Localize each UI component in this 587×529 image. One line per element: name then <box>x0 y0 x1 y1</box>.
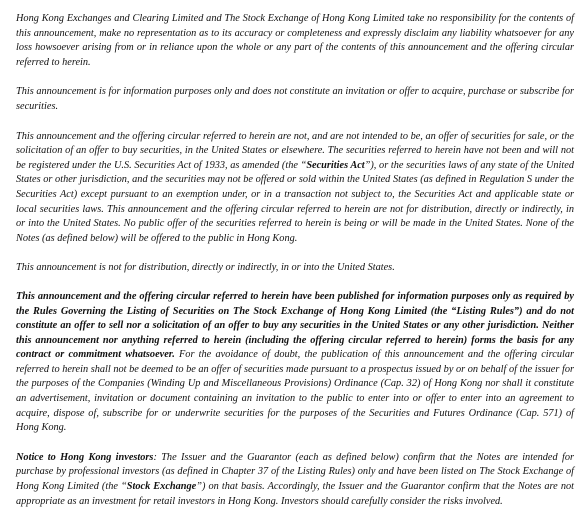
securities-act-defined-term: Securities Act <box>306 159 365 171</box>
listing-rules-normal-text: For the avoidance of doubt, the publication of this announcement and the offering circular referred to herein shall not be deemed to be an offer of securities made pursuant to a prospectus issued by or on behalf of the issuer for the purposes of the Companies (Winding Up and Miscellaneous Provisions) Ordinance (Cap. 32) of Hong Kong nor shall it constitute an advertisement, invitation or document containing an invitation to the public to enter into or offer to enter into an agreement to acquire, dispose of, subscribe for or underwrite securities for the purposes of the Securities and Futures Ordinance (Cap. 571) of Hong Kong. <box>16 349 574 434</box>
information-purpose-paragraph <box>16 85 574 114</box>
stock-exchange-defined-term: Stock Exchange <box>126 481 197 493</box>
announcement-document <box>16 12 574 509</box>
us-securities-text-part2: ”), or the securities laws of any state of the United States or other jurisdiction, and the securities may not be offered or sold within the United States (as defined in Regulation S under the Securities Act) except pursuant to an exemption under, or in a transaction not subject to, the Securities Act and applicable state or local securities laws. This announcement and the offering circular referred to herein are not for distribution, directly or indirectly, in or into the United States. No public offer of the securities referred to herein is being or will be made in the United States. None of the Notes (as defined below) will be offered to the public in Hong Kong. <box>16 159 574 244</box>
not-for-distribution-paragraph <box>16 261 574 276</box>
investor-notice-text-part1: : The Issuer and the Guarantor (each as defined below) confirm that the Notes are intended for purchase by professional investors (as defined in Chapter 37 of the Listing Rules) only and have been listed on The Stock Exchange of Hong Kong Limited (the “ <box>16 451 574 493</box>
listing-rules-bold-text: This announcement and the offering circular referred to herein have been published for information purposes only as required by the Rules Governing the Listing of Securities on The Stock Exchange of Hong Kong Limited (the “Listing Rules”) and do not constitute an offer to sell nor a solicitation of an offer to buy any securities in the United States or any other jurisdiction. Neither this announcement nor anything referred to herein (including the offering circular referred to herein) forms the basis for any contract or commitment whatsoever. <box>16 290 574 361</box>
disclaimer-text: Hong Kong Exchanges and Clearing Limited and The Stock Exchange of Hong Kong Limited take no responsibility for the contents of this announcement, make no representation as to its accuracy or completeness and expressly disclaim any liability whatsoever for any loss howsoever arising from or in reliance upon the whole or any part of the contents of this announcement and the offering circular referred to herein. <box>16 13 574 68</box>
disclaimer-paragraph <box>16 12 574 70</box>
us-securities-paragraph <box>16 130 574 247</box>
us-securities-text-part1: This announcement and the offering circular referred to herein are not, and are not intended to be, an offer of securities for sale, or the solicitation of an offer to buy securities, in the United States or elsewhere. The securities referred to herein have not been and will not be registered under the U.S. Securities Act of 1933, as amended (the “ <box>16 130 574 171</box>
information-purpose-text: This announcement is for information purposes only and does not constitute an invitation or offer to acquire, purchase or subscribe for securities. <box>16 86 574 112</box>
investor-notice-heading: Notice to Hong Kong investors <box>16 451 154 463</box>
not-for-distribution-text: This announcement is not for distribution, directly or indirectly, in or into the United States. <box>16 262 395 274</box>
listing-rules-paragraph <box>16 290 574 436</box>
investor-notice-text-part2: ”) on that basis. Accordingly, the Issuer and the Guarantor confirm that the Notes are not appropriate as an investment for retail investors in Hong Kong. Investors should carefully consider the risks involved. <box>16 481 574 507</box>
investor-notice-paragraph <box>16 451 574 509</box>
